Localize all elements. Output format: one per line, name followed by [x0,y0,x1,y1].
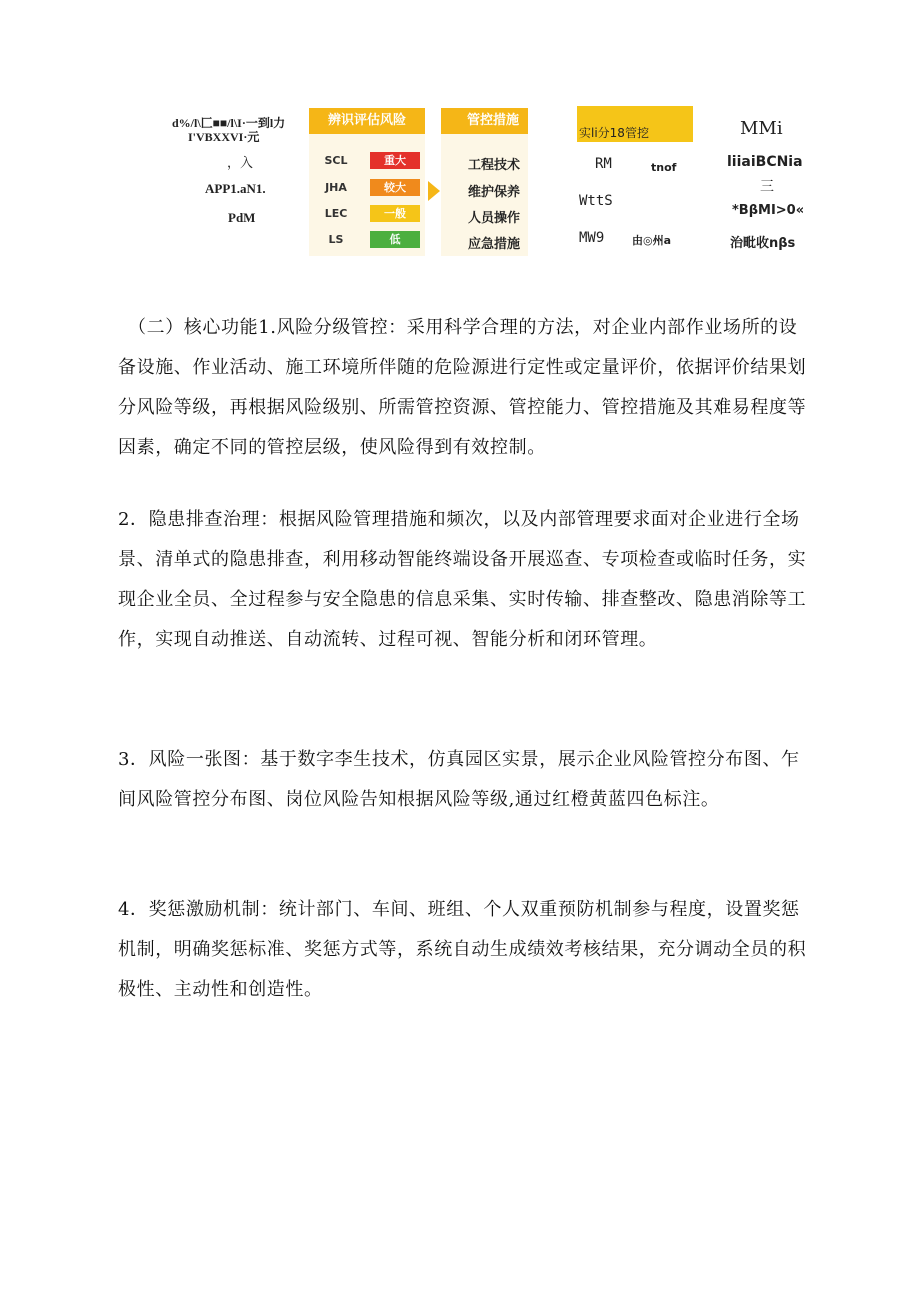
right-item-4: *BβMI>0« [732,203,805,218]
measure-emergency: 应急措施 [468,237,521,252]
diagram-left-label-5: PdM [228,210,256,225]
mid-item-mw9: MW9 [579,230,605,246]
risk-assessment-header: 辨识评估风险 [309,108,425,134]
measure-maintenance: 维护保养 [468,185,521,200]
risk-method-ls: LS [328,233,344,246]
mid-item-5: 由◎州a [632,234,672,247]
measure-personnel: 人员操作 [468,211,521,226]
paragraph-hazard-inspection: 2．隐患排查治理：根据风险管理措施和频次，以及内部管理要求面对企业进行全场景、清单式的隐患排查，利用移动智能终端设备开展巡查、专项检查或临时任务，实现企业全员、全过程参与安全隐患的信息采集、实时传输、排查整改、隐患消除等工作，实现自动推送、自动流转、过程可视、智能分析和闭环管理。 [118,509,807,650]
risk-level-low: 低 [370,231,420,248]
risk-method-scl: SCL [324,154,348,167]
diagram-left-label-2: I'VBXXVI·元 [188,130,260,144]
mid-item-rm: RM [595,156,612,172]
diagram-left-label-4: APP1.aN1. [205,181,266,196]
mid-item-tnof: tnof [651,161,677,174]
paragraph-core-functions: （二）核心功能1.风险分级管控：采用科学合理的方法，对企业内部作业场所的设备设施、作业活动、施工环境所伴随的危险源进行定性或定量评价，依据评价结果划分风险等级，再根据风险级别、所需管控资源、管控能力、管控措施及其难易程度等因素，确定不同的管控层级，使风险得到有效控制。 [118,317,807,458]
right-item-2: liiaiBCNia [727,154,803,170]
risk-level-major: 重大 [370,152,420,169]
diagram-left-label-3: ，入 [227,155,254,170]
measure-engineering: 工程技术 [468,158,521,173]
diagram-left-label-1: d%/l\匚■■/l\I·一到l力 [172,116,286,130]
mid-item-wtts: WttS [579,193,613,209]
implementation-header: 实li分18管挖 [579,126,649,140]
risk-level-large: 较大 [370,179,420,196]
paragraph-incentive: 4．奖惩激励机制：统计部门、车间、班组、个人双重预防机制参与程度，设置奖惩机制，明确奖惩标准、奖惩方式等，系统自动生成绩效考核结果，充分调动全员的积极性、主动性和创造性。 [118,899,807,1000]
risk-method-lec: LEC [324,207,348,220]
right-item-3: 三 [760,179,774,195]
control-measures-header: 管控措施 [441,108,528,134]
right-item-5: 治毗收nβs [730,236,796,251]
right-item-mmi: MMi [740,118,783,139]
paragraph-risk-map: 3．风险一张图：基于数字李生技术，仿真园区实景，展示企业风险管控分布图、乍间风险管控分布图、岗位风险告知根据风险等级,通过红橙黄蓝四色标注。 [118,749,800,810]
risk-level-general: 一般 [370,205,420,222]
risk-method-jha: JHA [325,181,347,194]
arrow-right-icon [428,181,440,201]
